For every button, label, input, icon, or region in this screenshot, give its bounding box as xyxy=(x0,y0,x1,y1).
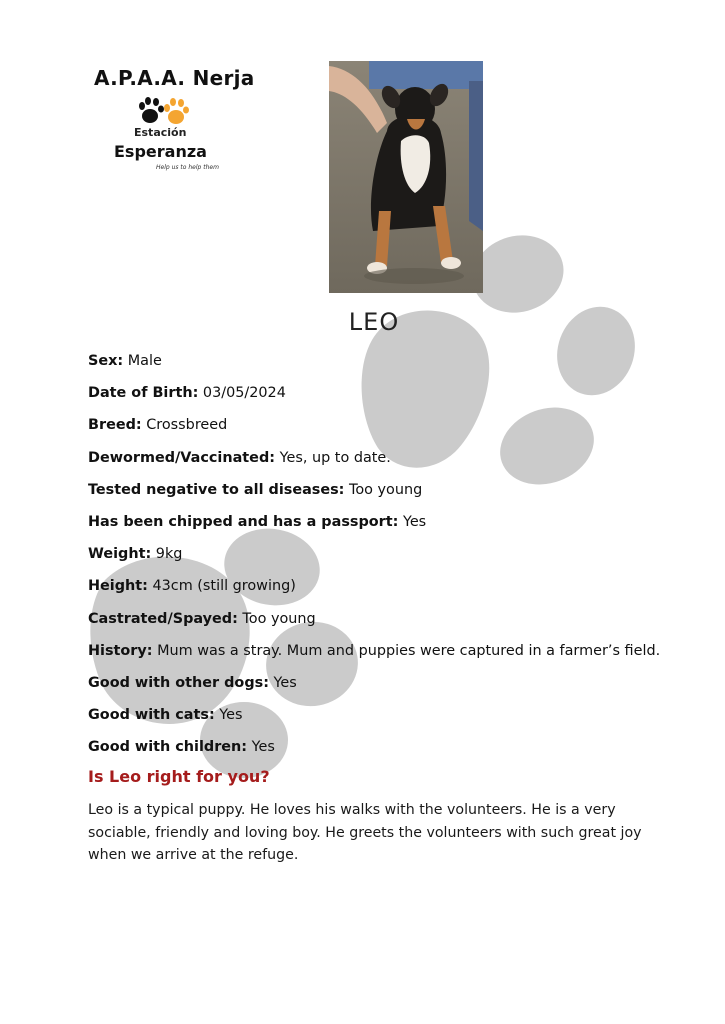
dog-description: Leo is a typical puppy. He loves his walks with the volunteers. He is a very sociable, friendly and loving boy. He greets the volunteers with such great joy when we arrive at the refuge. xyxy=(88,802,642,863)
logo-estacion: Estación xyxy=(134,126,187,139)
field-label: Height: xyxy=(88,578,148,595)
field-label: Good with children: xyxy=(88,739,248,756)
field-breed xyxy=(88,414,688,446)
field-label: History: xyxy=(88,642,153,659)
field-value: 43cm (still growing) xyxy=(147,578,296,595)
field-weight xyxy=(88,543,688,575)
dog-name: LEO xyxy=(348,308,400,336)
field-sex xyxy=(88,350,688,382)
field-value: Yes xyxy=(214,707,243,724)
field-label: Good with cats: xyxy=(88,707,215,724)
field-value: Male xyxy=(123,353,162,369)
field-chipped-passport xyxy=(88,511,688,543)
logo-esperanza: Esperanza xyxy=(114,142,207,161)
dog-photo xyxy=(329,61,483,293)
field-label: Sex: xyxy=(88,353,124,369)
field-label: Weight: xyxy=(88,546,152,563)
field-label: Tested negative to all diseases: xyxy=(88,481,345,498)
logo-tagline: Help us to help them xyxy=(156,164,219,171)
logo-title: A.P.A.A. Nerja xyxy=(94,66,255,90)
field-height xyxy=(88,575,688,607)
field-label: Castrated/Spayed: xyxy=(88,610,238,627)
field-value: Mum was a stray. Mum and puppies were captured in a farmer’s field. xyxy=(152,642,661,659)
field-value: Too young xyxy=(344,481,423,498)
dog-photo-image xyxy=(329,61,483,293)
field-value: Too young xyxy=(237,610,316,627)
apaa-logo xyxy=(88,62,255,180)
field-value: Yes, up to date. xyxy=(275,449,391,466)
dog-details xyxy=(88,350,688,768)
field-label: Date of Birth: xyxy=(88,385,199,402)
paw-prints-icon xyxy=(136,96,190,128)
field-good-with-dogs xyxy=(88,672,688,704)
field-label: Dewormed/Vaccinated: xyxy=(88,449,276,466)
field-history xyxy=(88,640,688,672)
field-value: Yes xyxy=(398,513,427,530)
field-tested-negative xyxy=(88,479,688,511)
field-label: Breed: xyxy=(88,417,142,434)
field-castrated-spayed xyxy=(88,608,688,640)
field-value: Crossbreed xyxy=(141,417,228,434)
field-label: Has been chipped and has a passport: xyxy=(88,513,399,530)
field-good-with-children xyxy=(88,736,688,768)
field-dewormed-vaccinated xyxy=(88,447,688,479)
field-value: Yes xyxy=(247,739,275,756)
field-label: Good with other dogs: xyxy=(88,674,269,691)
field-date-of-birth xyxy=(88,382,688,414)
field-value: 9kg xyxy=(151,546,183,563)
field-value: Yes xyxy=(268,674,297,691)
field-value: 03/05/2024 xyxy=(198,385,286,402)
field-good-with-cats xyxy=(88,704,688,736)
section-heading: Is Leo right for you? xyxy=(88,767,270,786)
